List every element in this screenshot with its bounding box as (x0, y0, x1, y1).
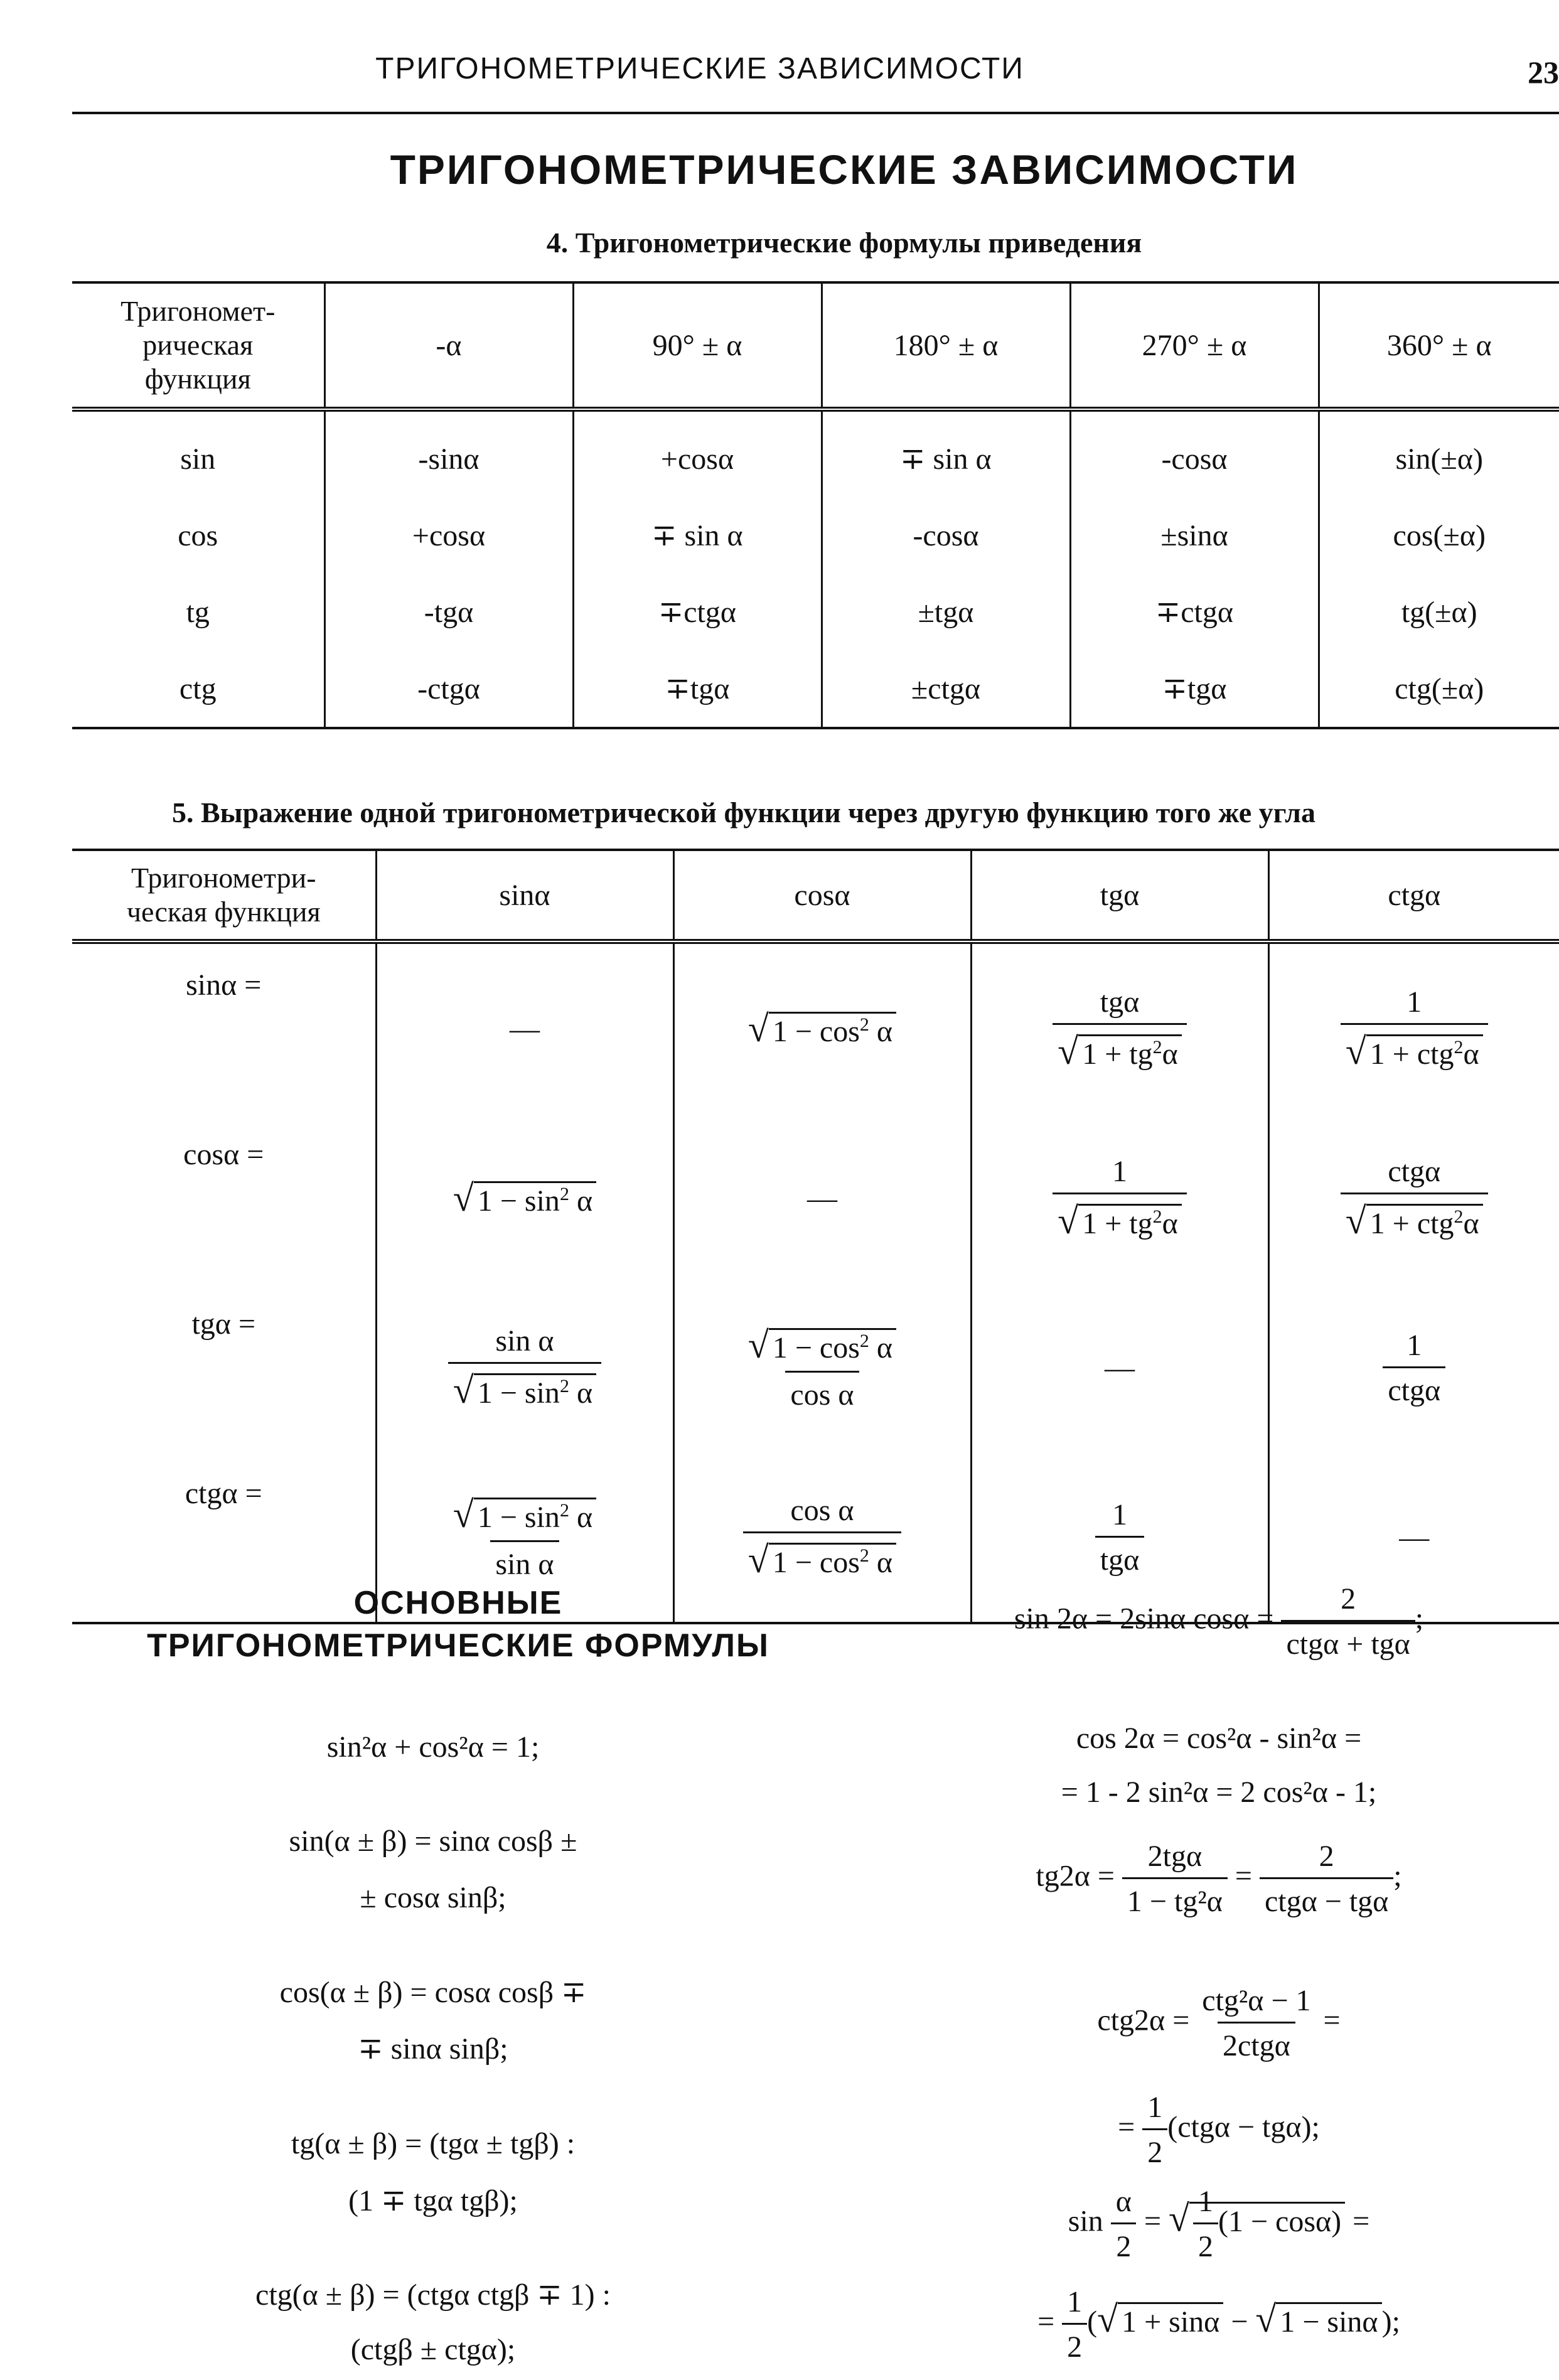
column-header: tgα (971, 850, 1268, 941)
fraction (1095, 1498, 1144, 1577)
math-text: ; (1415, 1602, 1424, 1636)
table-cell: ctg(±α) (1319, 650, 1559, 728)
numerator: 1 (1406, 985, 1422, 1019)
formula-sin-sum-cont: ± cosα sinβ; (360, 1881, 506, 1914)
exponent: 2 (1454, 1036, 1464, 1058)
header-function (72, 850, 376, 941)
page-title: ТРИГОНОМЕТРИЧЕСКИЕ ЗАВИСИМОСТИ (390, 146, 1299, 193)
formula-tg-double (879, 1839, 1559, 1919)
table5-caption: 5. Выражение одной тригонометрической функции через другую функцию того же угла (171, 796, 1315, 828)
numerator: 2 (1319, 1840, 1334, 1873)
math-text: α (1162, 1206, 1178, 1240)
sqrt-expression: √ $1 - \sin^2 \alpha$ (453, 1177, 596, 1220)
table-cell: ±sinα (1070, 497, 1319, 574)
fraction (1341, 985, 1488, 1073)
math-text: 1 − sin (477, 1500, 560, 1534)
denominator: sin α (490, 1540, 559, 1582)
formula-cos-sum: cos(α ± β) = cosα cosβ ∓ (279, 1976, 587, 2009)
exponent: 2 (559, 1499, 569, 1521)
table-row (72, 650, 1559, 728)
header-line: функция (144, 363, 251, 395)
math-text: = (1235, 1859, 1252, 1893)
sqrt-expression: √ $1 + tg^2\alpha$ (1058, 1199, 1182, 1243)
math-text: α (1162, 1037, 1178, 1071)
table-cell: -ctgα (324, 650, 573, 728)
math-text: sin 2α = 2sinα cosα = (1014, 1602, 1274, 1636)
fraction (1260, 1839, 1393, 1919)
formula-cos-sum-cont: ∓ sinα sinβ; (358, 2032, 508, 2066)
formula-sin-half-cont (879, 2285, 1559, 2364)
table-header-row (72, 850, 1559, 941)
numerator: cos α (790, 1493, 854, 1527)
numerator: 2 (1341, 1582, 1356, 1616)
table-cell: sin(±α) (1319, 409, 1559, 497)
header-line: рическая (142, 329, 254, 361)
fraction (448, 1493, 601, 1582)
fraction (1142, 2090, 1167, 2170)
math-text: α (1463, 1037, 1479, 1071)
sqrt-expression: √ $1 - \cos^2 \alpha$ (748, 1324, 896, 1367)
table-cell (673, 1283, 971, 1452)
fraction (1341, 1154, 1488, 1243)
fraction (1111, 2184, 1137, 2264)
fraction (1062, 2285, 1087, 2364)
math-text: α (569, 1500, 593, 1534)
math-text: 1 − cos (772, 1545, 860, 1579)
table4-caption: 4. Тригонометрические формулы приведения (546, 227, 1142, 259)
denominator (1053, 1023, 1187, 1073)
math-text: 1 − sinα (1276, 2302, 1381, 2339)
table-cell: cos(±α) (1319, 497, 1559, 574)
fraction (1053, 985, 1187, 1073)
formula-ctg-double-cont (879, 2090, 1559, 2170)
numerator: tgα (1100, 985, 1140, 1019)
math-text: 1 + ctg (1369, 1206, 1454, 1240)
math-text: tg2α = (1036, 1859, 1115, 1893)
sqrt-expression: √ 1 + ctg$^2$α (1346, 1030, 1483, 1073)
table-cell: — (1268, 1452, 1559, 1623)
math-text: ); (1381, 2305, 1400, 2339)
table-cell: — (673, 1113, 971, 1283)
row-label: sinα = (186, 968, 262, 1002)
numerator: sin α (495, 1324, 554, 1358)
fraction (1053, 1154, 1187, 1243)
row-function: sin (180, 442, 216, 476)
numerator: 1 (1406, 1328, 1422, 1362)
sqrt-expression: √ $1 + tg^2\alpha$ (1058, 1030, 1182, 1073)
fraction (1122, 1839, 1228, 1919)
sqrt-expression: √ 1 + sinα (1097, 2298, 1223, 2341)
exponent: 2 (1152, 1036, 1162, 1058)
reduction-formulas-table (72, 281, 1559, 729)
fraction (448, 1324, 601, 1412)
exponent: 2 (859, 1330, 869, 1351)
table-cell: ∓ctgα (573, 574, 822, 650)
section-title (72, 1582, 844, 1667)
sqrt-expression: √ 1 + ctg$^2$α (1346, 1199, 1483, 1243)
column-header: cosα (673, 850, 971, 941)
fraction (743, 1493, 901, 1582)
denominator (1341, 1023, 1488, 1073)
exponent: 2 (859, 1014, 869, 1035)
math-text: ( (1087, 2305, 1098, 2339)
table-cell (673, 941, 971, 1113)
denominator (448, 1362, 601, 1412)
formula-tg-sum-cont: (1 ∓ tgα tgβ); (348, 2184, 518, 2217)
numerator: 1 (1067, 2285, 1083, 2318)
math-text: (ctgα − tgα); (1167, 2110, 1320, 2144)
header-line: Тригономет- (121, 295, 276, 327)
numerator (448, 1493, 601, 1540)
formula-ctg-sum: ctg(α ± β) = (ctgα ctgβ ∓ 1) : (255, 2278, 611, 2312)
math-text: α (869, 1545, 893, 1579)
exponent: 2 (559, 1183, 569, 1204)
row-function: tg (186, 595, 210, 629)
formula-sin-half (879, 2184, 1559, 2264)
denominator: tgα (1095, 1536, 1144, 1577)
column-header: sinα (376, 850, 673, 941)
sqrt-expression: √ $\frac{1}{2}$ (1 − cosα) (1169, 2184, 1345, 2264)
fraction (1383, 1328, 1445, 1408)
table-row (72, 1283, 1559, 1452)
denominator (743, 1531, 901, 1582)
table-cell: -tgα (324, 574, 573, 650)
table-row (72, 409, 1559, 497)
row-label: ctgα = (185, 1477, 262, 1510)
math-text: 1 − cos (772, 1014, 860, 1048)
column-header: ctgα (1268, 850, 1559, 941)
formula-ctg-sum-cont: (ctgβ ± ctgα); (350, 2333, 516, 2366)
fraction (1281, 1582, 1415, 1661)
column-header: 270° ± α (1070, 282, 1319, 409)
header-line: Тригонометри- (131, 862, 316, 894)
formula-cos-double-cont: = 1 - 2 sin²α = 2 cos²α - 1; (1061, 1776, 1377, 1809)
exponent: 2 (859, 1545, 869, 1566)
table-cell: -cosα (822, 497, 1070, 574)
column-header: 360° ± α (1319, 282, 1559, 409)
exponent: 2 (559, 1375, 569, 1396)
row-function: cos (178, 518, 218, 552)
denominator: 2 (1193, 2222, 1218, 2264)
numerator: 1 (1197, 2185, 1213, 2218)
row-function: ctg (179, 672, 217, 705)
table-cell (376, 1113, 673, 1283)
header-line: ческая функция (126, 896, 321, 928)
denominator: 2 (1062, 2323, 1087, 2364)
numerator: 1 (1147, 2091, 1163, 2124)
formula-sin-sum: sin(α ± β) = sinα cosβ ± (289, 1825, 577, 1858)
sqrt-expression: √ $1 - \sin^2 \alpha$ (453, 1493, 596, 1536)
denominator (1341, 1193, 1488, 1243)
table-header-row (72, 282, 1559, 409)
math-text: = (1118, 2110, 1135, 2144)
math-text: 1 + ctg (1369, 1037, 1454, 1071)
fraction (743, 1324, 901, 1412)
math-text: = (1323, 2003, 1341, 2037)
numerator: 1 (1112, 1154, 1127, 1188)
table-cell: — (376, 941, 673, 1113)
denominator (1053, 1193, 1187, 1243)
math-text: α (869, 1014, 893, 1048)
math-text: 1 − sin (477, 1184, 560, 1218)
numerator: α (1115, 2185, 1132, 2218)
column-header: 180° ± α (822, 282, 1070, 409)
math-text: (1 − cosα) (1218, 2204, 1342, 2238)
sqrt-expression: √ 1 − sinα (1255, 2298, 1381, 2341)
denominator: ctgα + tgα (1281, 1620, 1415, 1661)
sqrt-expression: √ $1 - \sin^2 \alpha$ (453, 1369, 596, 1412)
table-cell: ∓tgα (573, 650, 822, 728)
formula-pythagorean: sin²α + cos²α = 1; (326, 1730, 540, 1764)
table-cell: +cosα (324, 497, 573, 574)
denominator: ctgα (1383, 1366, 1445, 1408)
denominator: cos α (785, 1371, 859, 1412)
table-cell: -sinα (324, 409, 573, 497)
sqrt-expression: √ $1 - \cos^2 \alpha$ (748, 1538, 896, 1582)
math-text: α (569, 1376, 593, 1410)
table-cell (971, 1113, 1268, 1283)
denominator: 2ctgα (1218, 2022, 1295, 2063)
math-text: = (1037, 2305, 1055, 2339)
math-text: 1 + tg (1082, 1037, 1153, 1071)
fraction (1197, 1983, 1315, 2063)
table-cell: ∓ sin α (822, 409, 1070, 497)
exponent: 2 (1454, 1206, 1464, 1227)
math-text: 1 + sinα (1118, 2302, 1223, 2339)
math-text: − (1231, 2305, 1248, 2339)
math-text: 1 − cos (772, 1331, 860, 1364)
table-cell (1268, 1283, 1559, 1452)
table-cell: tg(±α) (1319, 574, 1559, 650)
numerator: ctg²α − 1 (1202, 1984, 1311, 2017)
math-text: = (1353, 2204, 1370, 2238)
math-text: α (869, 1331, 893, 1364)
table-row (72, 1113, 1559, 1283)
math-text: sin (1068, 2204, 1103, 2238)
denominator: 2 (1111, 2222, 1136, 2264)
numerator: 2tgα (1147, 1840, 1203, 1873)
formula-sin-double (879, 1582, 1559, 1661)
column-header: -α (324, 282, 573, 409)
denominator: 1 − tg²α (1122, 1877, 1228, 1919)
running-title: ТРИГОНОМЕТРИЧЕСКИЕ ЗАВИСИМОСТИ (375, 52, 1024, 85)
table-cell (1268, 1113, 1559, 1283)
section-title-line: ТРИГОНОМЕТРИЧЕСКИЕ ФОРМУЛЫ (147, 1627, 769, 1664)
table-cell (971, 941, 1268, 1113)
math-text: 1 − sin (477, 1376, 560, 1410)
denominator: 2 (1142, 2128, 1167, 2170)
formula-tg-sum: tg(α ± β) = (tgα ± tgβ) : (291, 2127, 576, 2160)
math-text: α (1463, 1206, 1479, 1240)
table-cell: ∓ sin α (573, 497, 822, 574)
table-cell: ±ctgα (822, 650, 1070, 728)
table-row (72, 574, 1559, 650)
row-label: cosα = (183, 1138, 264, 1171)
table-cell (376, 1283, 673, 1452)
running-header (72, 49, 1559, 114)
formula-ctg-double (879, 1983, 1559, 2063)
denominator: ctgα − tgα (1260, 1877, 1393, 1919)
row-label: tgα = (191, 1307, 256, 1341)
math-text: 1 + tg (1082, 1206, 1153, 1240)
numerator (743, 1324, 901, 1371)
math-text: ctg2α = (1097, 2003, 1190, 2037)
table-cell: ±tgα (822, 574, 1070, 650)
fraction (1193, 2184, 1218, 2264)
table-cell: -cosα (1070, 409, 1319, 497)
formula-cos-double: cos 2α = cos²α - sin²α = (1076, 1722, 1362, 1755)
exponent: 2 (1152, 1206, 1162, 1227)
function-expression-table (72, 849, 1559, 1624)
math-text: ; (1393, 1859, 1402, 1893)
table-cell: ∓ctgα (1070, 574, 1319, 650)
math-text: = (1144, 2204, 1162, 2238)
column-header: 90° ± α (573, 282, 822, 409)
table-row (72, 497, 1559, 574)
sqrt-expression: √ $1 - \cos^2 \alpha$ (748, 1007, 896, 1051)
page-number: 23 (1528, 55, 1559, 90)
table-cell: ∓tgα (1070, 650, 1319, 728)
numerator: ctgα (1388, 1154, 1441, 1188)
math-text: α (569, 1184, 593, 1218)
table-row (72, 941, 1559, 1113)
numerator: 1 (1112, 1498, 1127, 1531)
header-function (72, 282, 324, 409)
section-title-line: ОСНОВНЫЕ (353, 1585, 563, 1621)
table-cell: — (971, 1283, 1268, 1452)
table-cell (1268, 941, 1559, 1113)
table-cell: +cosα (573, 409, 822, 497)
